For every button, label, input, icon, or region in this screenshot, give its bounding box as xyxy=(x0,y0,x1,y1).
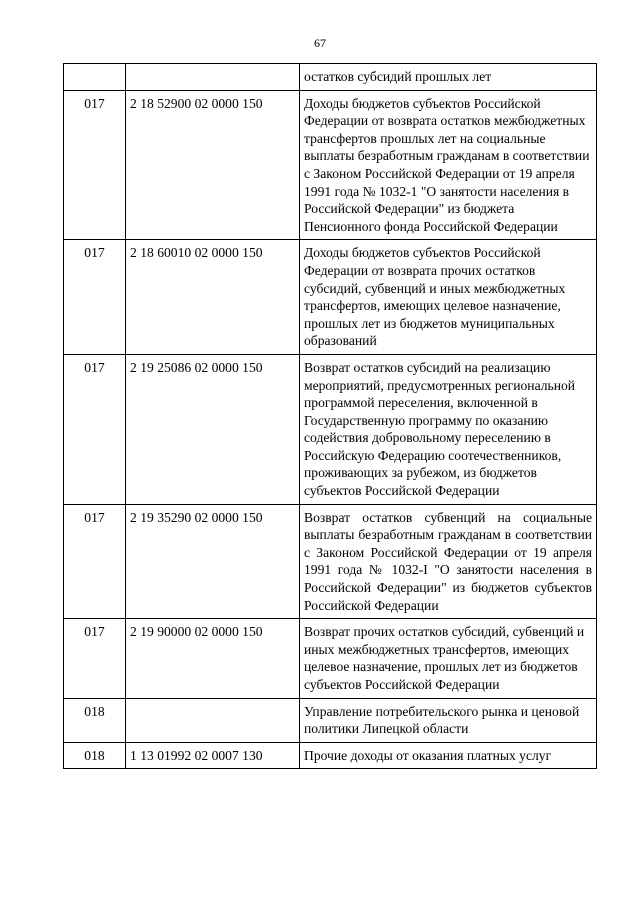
table-row xyxy=(64,742,597,769)
table-row xyxy=(64,240,597,355)
income-name-cell: Доходы бюджетов субъектов Российской Федерации от возврата остатков межбюджетных трансфертов прошлых лет на социальные выплаты безработным гражданам в соответствии с Законом Российской Федерации от 19 апреля 1991 года № 1032-1 "О занятости населения в Российской Федерации" из бюджета Пенсионного фонда Российской Федерации xyxy=(300,90,597,240)
table-row xyxy=(64,64,597,91)
admin-code-cell: 017 xyxy=(64,240,126,355)
income-name-cell: Управление потребительского рынка и ценовой политики Липецкой области xyxy=(300,698,597,742)
admin-code-cell: 018 xyxy=(64,698,126,742)
income-name-cell: Возврат прочих остатков субсидий, субвенций и иных межбюджетных трансфертов, имеющих целевое назначение, прошлых лет из бюджетов субъектов Российской Федерации xyxy=(300,619,597,698)
income-name-cell: Прочие доходы от оказания платных услуг xyxy=(300,742,597,769)
admin-code-cell xyxy=(64,64,126,91)
budget-classification-table xyxy=(63,63,597,769)
admin-code-cell: 018 xyxy=(64,742,126,769)
budget-code-cell: 2 19 25086 02 0000 150 xyxy=(126,354,300,504)
budget-code-cell: 2 19 90000 02 0000 150 xyxy=(126,619,300,698)
table-row xyxy=(64,504,597,619)
table-row xyxy=(64,619,597,698)
budget-code-cell: 1 13 01992 02 0007 130 xyxy=(126,742,300,769)
page-number: 67 xyxy=(314,36,326,50)
income-name-cell: Доходы бюджетов субъектов Российской Федерации от возврата прочих остатков субсидий, субвенций и иных межбюджетных трансфертов, имеющих целевое назначение, прошлых лет из бюджетов муниципальных образований xyxy=(300,240,597,355)
admin-code-cell: 017 xyxy=(64,619,126,698)
budget-code-cell: 2 19 35290 02 0000 150 xyxy=(126,504,300,619)
admin-code-cell: 017 xyxy=(64,90,126,240)
admin-code-cell: 017 xyxy=(64,504,126,619)
table-row xyxy=(64,90,597,240)
budget-code-cell: 2 18 60010 02 0000 150 xyxy=(126,240,300,355)
budget-code-cell xyxy=(126,698,300,742)
income-name-cell: Возврат остатков субсидий на реализацию мероприятий, предусмотренных региональной программой переселения, включенной в Государственную программу по оказанию содействия добровольному переселению в Российскую Федерацию соотечественников, проживающих за рубежом, из бюджетов субъектов Российской Федерации xyxy=(300,354,597,504)
budget-code-cell xyxy=(126,64,300,91)
income-name-cell: остатков субсидий прошлых лет xyxy=(300,64,597,91)
income-name-cell: Возврат остатков субвенций на социальные выплаты безработным гражданам в соответствии с Законом Российской Федерации от 19 апреля 1991 года № 1032-I "О занятости населения в Российской Федерации" из бюджетов субъектов Российской Федерации xyxy=(300,504,597,619)
admin-code-cell: 017 xyxy=(64,354,126,504)
budget-code-cell: 2 18 52900 02 0000 150 xyxy=(126,90,300,240)
table-row xyxy=(64,698,597,742)
table-row xyxy=(64,354,597,504)
